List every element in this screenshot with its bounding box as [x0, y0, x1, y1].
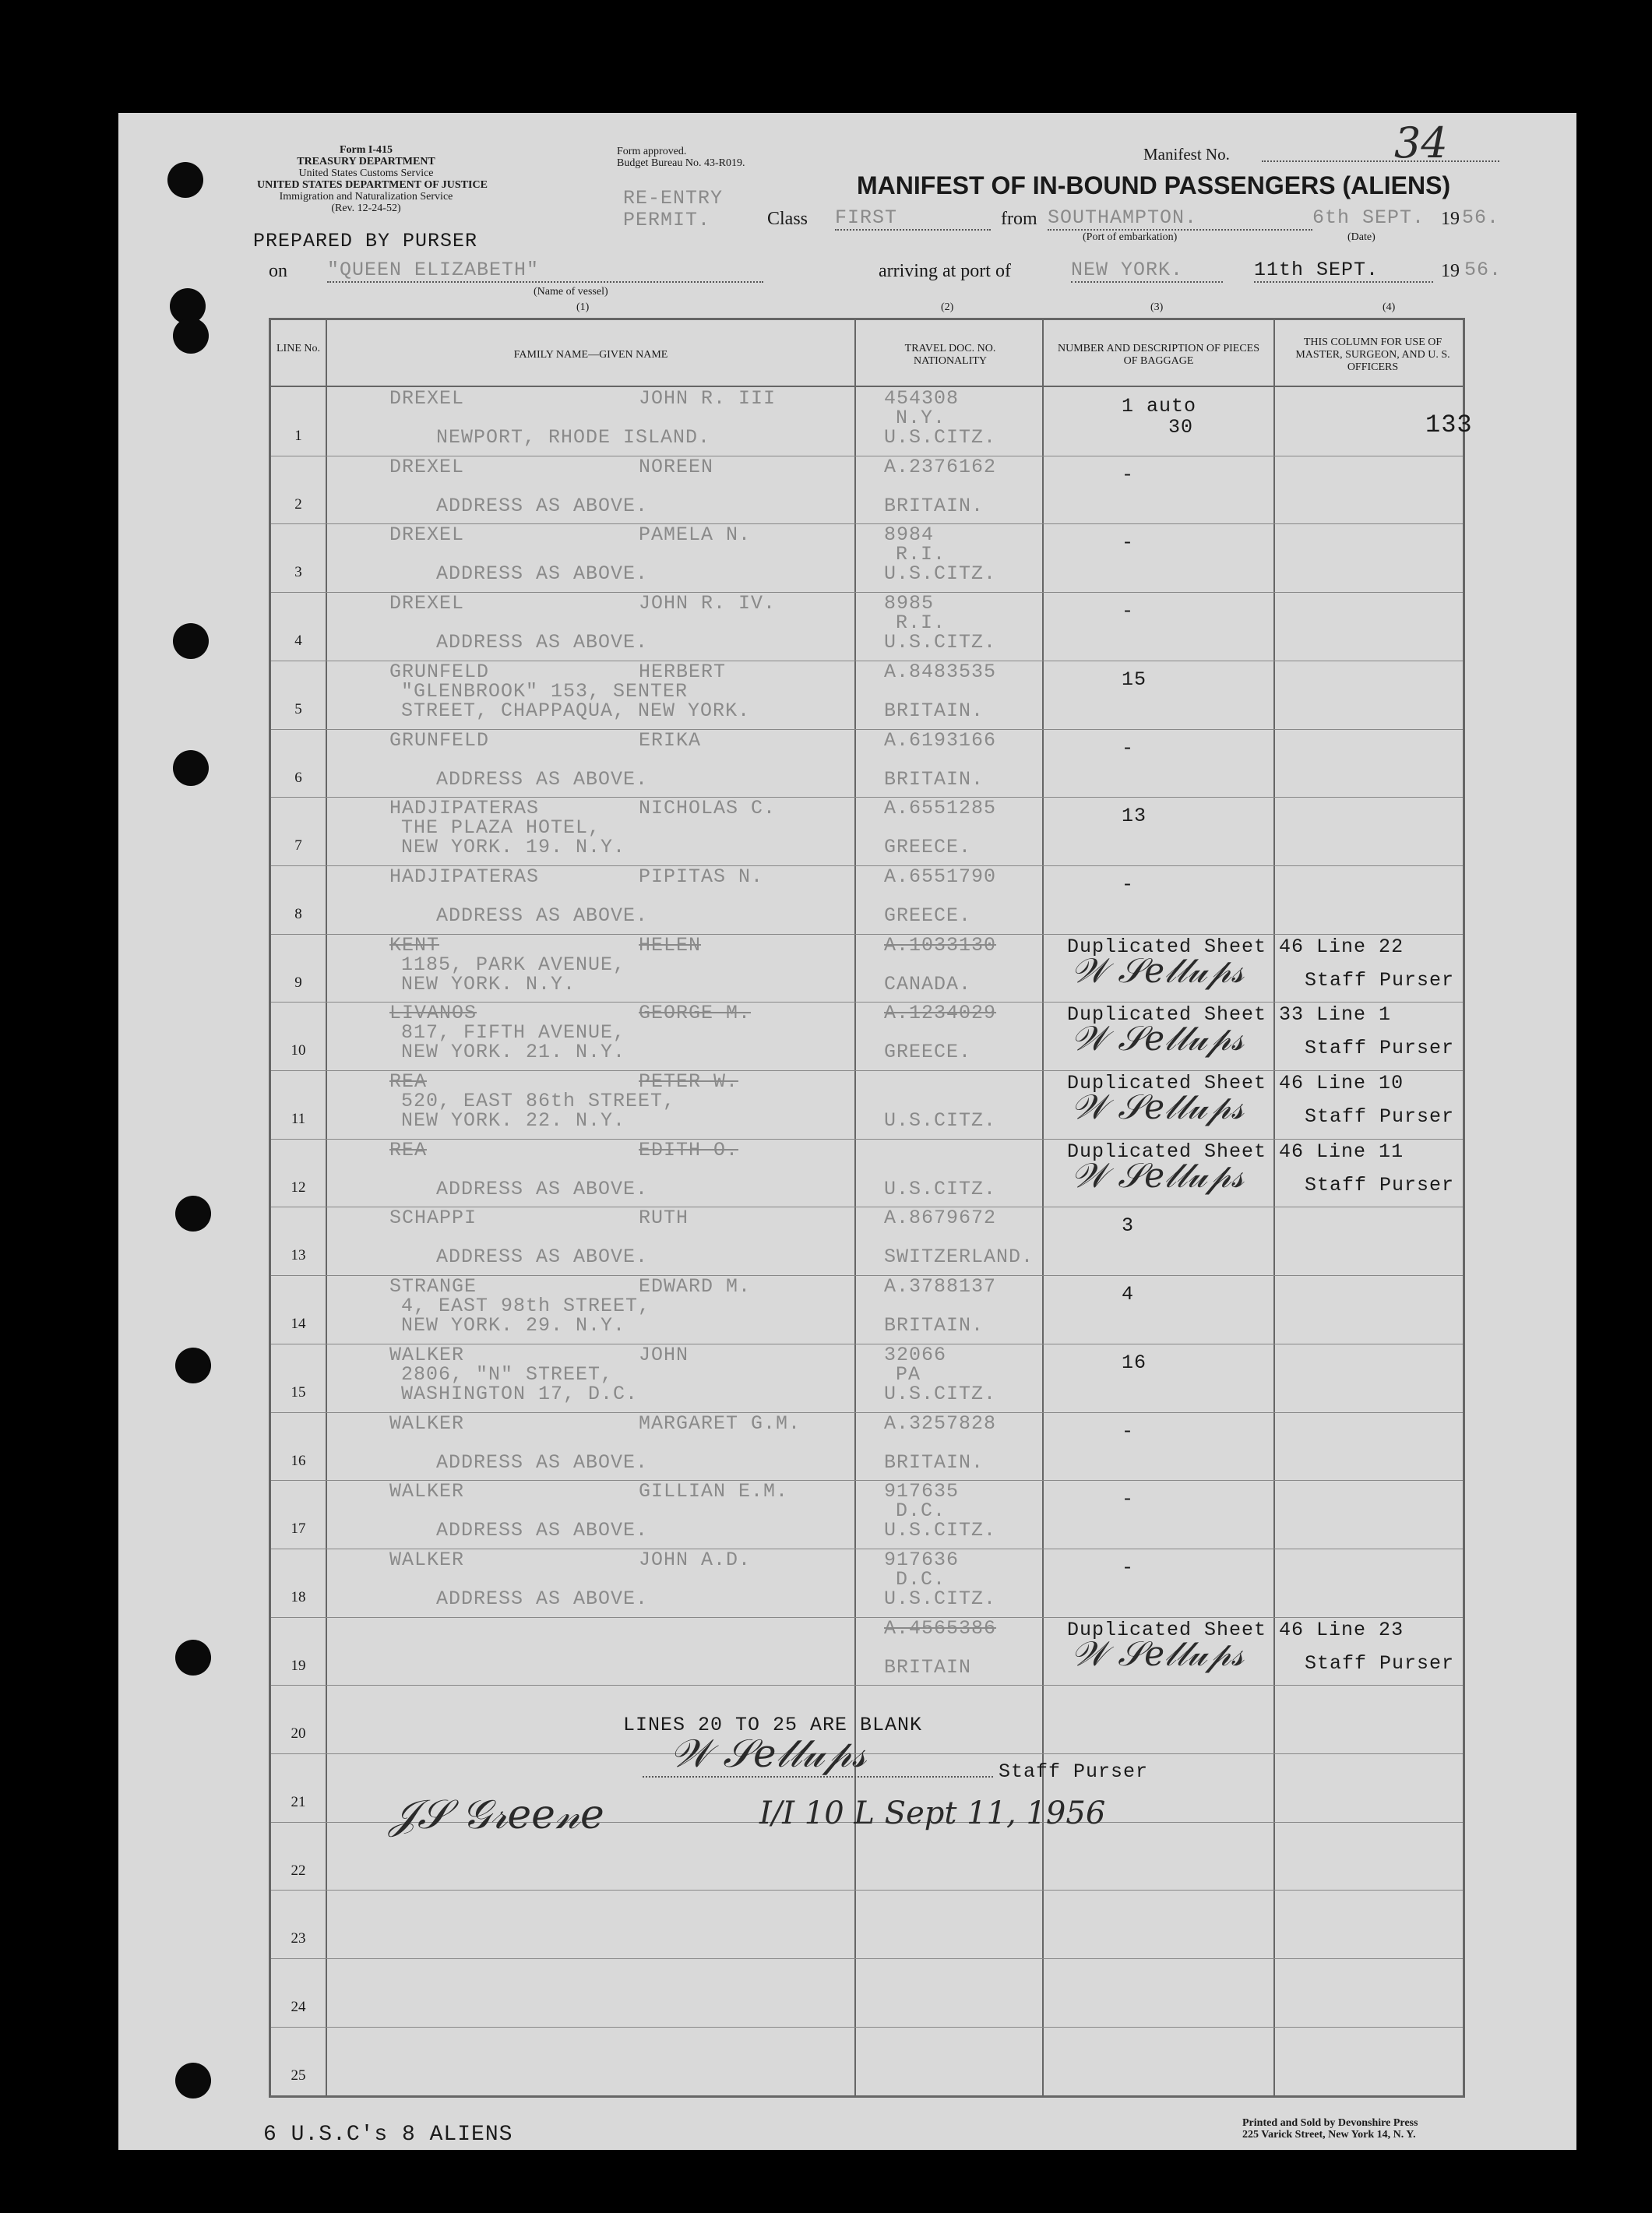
form-number: Form I-415 [339, 144, 393, 156]
form-ins: Immigration and Naturalization Service [279, 191, 453, 203]
header-officers: THIS COLUMN FOR USE OF MASTER, SURGEON, AND U. S. OFFICERS [1295, 337, 1450, 373]
family-name: WALKER [389, 1344, 465, 1366]
line-number: 9 [294, 974, 302, 991]
travel-doc-state: PA [896, 1363, 921, 1386]
address-line-2: STREET, CHAPPAQUA, NEW YORK. [401, 699, 751, 722]
manifest-title: MANIFEST OF IN-BOUND PASSENGERS (ALIENS) [857, 171, 1451, 199]
printer-line-2: 225 Varick Street, New York 14, N. Y. [1242, 2129, 1416, 2141]
line-number: 19 [291, 1658, 306, 1674]
travel-doc-number: A.3257828 [884, 1412, 997, 1435]
given-name: RUTH [639, 1207, 689, 1229]
col-caption-1: (1) [576, 301, 590, 313]
address-line-2: NEW YORK. 21. N.Y. [401, 1041, 626, 1063]
arrival-date: 11th SEPT. [1254, 259, 1433, 283]
row-divider [271, 1958, 1463, 1959]
vessel-name: "QUEEN ELIZABETH" [327, 259, 763, 283]
given-name: HERBERT [639, 661, 727, 683]
baggage-count: - [1122, 873, 1135, 896]
travel-doc-number: 32066 [884, 1344, 947, 1366]
baggage-count: - [1122, 463, 1135, 486]
form-dept: TREASURY DEPARTMENT [297, 156, 435, 167]
given-name: EDITH O. [639, 1139, 739, 1161]
nationality: GREECE. [884, 1041, 972, 1063]
line-number: 21 [291, 1794, 306, 1810]
row-divider [271, 1685, 1463, 1686]
line-number: 16 [291, 1453, 306, 1469]
row-divider [271, 934, 1463, 935]
vessel-caption: (Name of vessel) [534, 286, 608, 298]
col-caption-4: (4) [1383, 301, 1396, 313]
address-line-1: 1185, PARK AVENUE, [401, 953, 626, 976]
staff-purser-note: Staff Purser [1305, 1652, 1455, 1675]
staff-purser-note: Staff Purser [1305, 969, 1455, 992]
travel-doc-number: A.3788137 [884, 1275, 997, 1298]
address-line-1: ADDRESS AS ABOVE. [436, 904, 649, 927]
travel-doc-number: 917636 [884, 1549, 960, 1571]
address-line-1: "GLENBROOK" 153, SENTER [401, 680, 689, 703]
class-label: Class [767, 209, 808, 229]
line-number: 24 [291, 1999, 306, 2015]
given-name: JOHN R. III [639, 387, 777, 410]
header-travel-doc: TRAVEL DOC. NO. NATIONALITY [904, 343, 996, 367]
from-date: 6th SEPT. [1312, 206, 1425, 229]
purser-initials: 𝒲 𝒮𝑒𝓁𝓁𝓊𝓅𝓈 [1071, 951, 1244, 991]
header-baggage: NUMBER AND DESCRIPTION OF PIECES OF BAGGAGE [1057, 343, 1260, 367]
nationality: BRITAIN [884, 1656, 972, 1679]
row-divider [271, 1753, 1463, 1754]
family-name: DREXEL [389, 523, 465, 546]
duplicated-note: Duplicated Sheet 46 Line 22 [1067, 936, 1404, 958]
family-name: WALKER [389, 1549, 465, 1571]
address-line-2: NEW YORK. 29. N.Y. [401, 1314, 626, 1337]
inspector-note: I/I 10 L Sept 11, 1956 [759, 1795, 1106, 1831]
travel-doc-state: R.I. [896, 611, 946, 634]
baggage-count: 3 [1122, 1214, 1135, 1237]
family-name: SCHAPPI [389, 1207, 477, 1229]
col-caption-2: (2) [941, 301, 954, 313]
travel-doc-state: D.C. [896, 1568, 946, 1591]
form-rev: (Rev. 12-24-52) [331, 203, 401, 214]
manifest-no-line [1262, 160, 1499, 162]
line-number: 3 [294, 564, 302, 580]
given-name: MARGARET G.M. [639, 1412, 801, 1435]
baggage-count-2: 30 [1168, 416, 1194, 439]
nationality: U.S.CITZ. [884, 631, 997, 654]
address-line-1: ADDRESS AS ABOVE. [436, 495, 649, 517]
travel-doc-number: 454308 [884, 387, 960, 410]
date-caption: (Date) [1347, 231, 1375, 243]
nationality: SWITZERLAND. [884, 1246, 1034, 1268]
officer-note: 133 [1425, 411, 1473, 439]
address-line-1: ADDRESS AS ABOVE. [436, 1451, 649, 1474]
nationality: U.S.CITZ. [884, 1588, 997, 1610]
line-number: 1 [294, 428, 302, 444]
address-line-1: NEWPORT, RHODE ISLAND. [436, 426, 711, 449]
baggage-count: - [1122, 531, 1135, 554]
binder-hole [167, 162, 203, 198]
line-number: 23 [291, 1930, 306, 1947]
given-name: PETER W. [639, 1070, 739, 1093]
address-line-1: 817, FIFTH AVENUE, [401, 1021, 626, 1044]
class-value: FIRST [835, 206, 991, 231]
address-line-2: NEW YORK. 19. N.Y. [401, 836, 626, 858]
binder-hole [175, 1196, 211, 1232]
address-line-1: ADDRESS AS ABOVE. [436, 1178, 649, 1200]
purser-initials: 𝒲 𝒮𝑒𝓁𝓁𝓊𝓅𝓈 [1071, 1019, 1244, 1059]
row-divider [271, 1070, 1463, 1071]
binder-hole [173, 750, 209, 786]
line-number: 7 [294, 837, 302, 854]
travel-doc-number: A.6551285 [884, 797, 997, 819]
travel-doc-number: A.1234029 [884, 1002, 997, 1024]
line-number: 10 [291, 1042, 306, 1059]
baggage-count: 15 [1122, 668, 1147, 691]
prepared-by: PREPARED BY PURSER [253, 230, 478, 252]
arrival-port: NEW YORK. [1071, 259, 1223, 283]
travel-doc-number: A.6551790 [884, 865, 997, 888]
address-line-2: NEW YORK. 22. N.Y. [401, 1109, 626, 1132]
address-line-1: ADDRESS AS ABOVE. [436, 1519, 649, 1542]
nationality: U.S.CITZ. [884, 562, 997, 585]
arrival-year-prefix: 19 [1441, 261, 1460, 281]
manifest-number: 34 [1394, 118, 1448, 167]
printer-line-1: Printed and Sold by Devonshire Press [1242, 2117, 1418, 2129]
line-number: 20 [291, 1725, 306, 1742]
row-divider [271, 2027, 1463, 2028]
travel-doc-state: D.C. [896, 1499, 946, 1522]
purser-initials: 𝒲 𝒮𝑒𝓁𝓁𝓊𝓅𝓈 [1071, 1087, 1244, 1127]
duplicated-note: Duplicated Sheet 46 Line 23 [1067, 1619, 1404, 1641]
form-approval [617, 146, 745, 169]
form-service: United States Customs Service [298, 167, 434, 179]
address-line-2: WASHINGTON 17, D.C. [401, 1383, 639, 1405]
travel-doc-number: 917635 [884, 1480, 960, 1503]
header-line-no: LINE No. [277, 343, 320, 354]
purser-initials: 𝒲 𝒮𝑒𝓁𝓁𝓊𝓅𝓈 [1071, 1156, 1244, 1196]
address-line-1: ADDRESS AS ABOVE. [436, 1588, 649, 1610]
nationality: U.S.CITZ. [884, 1109, 997, 1132]
staff-purser-label: Staff Purser [999, 1760, 1149, 1783]
binder-hole [175, 1348, 211, 1383]
line-number: 15 [291, 1384, 306, 1401]
passenger-summary: 6 U.S.C's 8 ALIENS [263, 2123, 513, 2147]
form-doj: UNITED STATES DEPARTMENT OF JUSTICE [257, 179, 488, 191]
binder-hole [173, 318, 209, 354]
family-name: REA [389, 1070, 428, 1093]
family-name: GRUNFELD [389, 729, 490, 752]
baggage-count: 16 [1122, 1351, 1147, 1374]
line-number: 25 [291, 2067, 306, 2084]
address-line-2: NEW YORK. N.Y. [401, 973, 576, 995]
col-caption-3: (3) [1150, 301, 1164, 313]
nationality: GREECE. [884, 836, 972, 858]
travel-doc-state: R.I. [896, 543, 946, 566]
family-name: LIVANOS [389, 1002, 477, 1024]
nationality: BRITAIN. [884, 1314, 985, 1337]
nationality: U.S.CITZ. [884, 426, 997, 449]
family-name: WALKER [389, 1412, 465, 1435]
given-name: GILLIAN E.M. [639, 1480, 789, 1503]
given-name: ERIKA [639, 729, 702, 752]
baggage-count: - [1122, 600, 1135, 622]
blank-lines-note: LINES 20 TO 25 ARE BLANK [623, 1714, 923, 1736]
binder-hole [175, 1640, 211, 1676]
on-label: on [269, 261, 287, 281]
line-number: 5 [294, 701, 302, 717]
travel-doc-number: A.8483535 [884, 661, 997, 683]
address-line-1: 4, EAST 98th STREET, [401, 1295, 651, 1317]
nationality: BRITAIN. [884, 768, 985, 791]
travel-doc-number: A.6193166 [884, 729, 997, 752]
family-name: WALKER [389, 1480, 465, 1503]
address-line-1: ADDRESS AS ABOVE. [436, 631, 649, 654]
given-name: PIPITAS N. [639, 865, 764, 888]
address-line-1: ADDRESS AS ABOVE. [436, 768, 649, 791]
address-line-1: THE PLAZA HOTEL, [401, 816, 601, 839]
duplicated-note: Duplicated Sheet 46 Line 11 [1067, 1140, 1404, 1163]
row-divider [271, 1139, 1463, 1140]
family-name: DREXEL [389, 592, 465, 615]
travel-doc-number: 8985 [884, 592, 935, 615]
nationality: BRITAIN. [884, 1451, 985, 1474]
line-number: 18 [291, 1589, 306, 1605]
nationality: U.S.CITZ. [884, 1383, 997, 1405]
from-value: SOUTHAMPTON. [1048, 206, 1312, 231]
line-number: 22 [291, 1862, 306, 1879]
nationality: BRITAIN. [884, 699, 985, 722]
from-year: 56. [1462, 206, 1500, 229]
given-name: EDWARD M. [639, 1275, 752, 1298]
travel-doc-number: A.2376162 [884, 456, 997, 478]
nationality: BRITAIN. [884, 495, 985, 517]
given-name: HELEN [639, 934, 702, 957]
travel-doc-number: 8984 [884, 523, 935, 546]
family-name: KENT [389, 934, 440, 957]
line-number: 12 [291, 1179, 306, 1196]
arriving-label: arriving at port of [879, 261, 1011, 281]
purser-signature: 𝒲 𝒮𝑒𝓁𝓁𝓊𝓅𝓈 [670, 1731, 867, 1776]
nationality: U.S.CITZ. [884, 1178, 997, 1200]
line-number: 4 [294, 633, 302, 649]
line-number: 2 [294, 496, 302, 513]
line-number: 17 [291, 1521, 306, 1537]
travel-doc-state: N.Y. [896, 407, 946, 429]
family-name: DREXEL [389, 387, 465, 410]
duplicated-note: Duplicated Sheet 33 Line 1 [1067, 1003, 1392, 1026]
nationality: CANADA. [884, 973, 972, 995]
row-divider [271, 1890, 1463, 1891]
given-name: JOHN A.D. [639, 1549, 752, 1571]
binder-hole [175, 2063, 211, 2098]
inspector-signature: 𝒥𝒮 𝒢𝓇𝑒𝑒𝓃𝑒 [389, 1792, 604, 1838]
header-name: FAMILY NAME—GIVEN NAME [513, 349, 668, 361]
baggage-count: - [1122, 1488, 1135, 1510]
given-name: JOHN [639, 1344, 689, 1366]
permit-label: PERMIT. [623, 209, 711, 231]
family-name: GRUNFELD [389, 661, 490, 683]
binder-hole [173, 623, 209, 659]
duplicated-note: Duplicated Sheet 46 Line 10 [1067, 1072, 1404, 1094]
family-name: DREXEL [389, 456, 465, 478]
form-approved: Form approved. [617, 146, 687, 157]
arrival-year: 56. [1464, 259, 1502, 281]
from-label: from [1001, 209, 1037, 229]
nationality: GREECE. [884, 904, 972, 927]
from-year-prefix: 19 [1441, 209, 1460, 229]
given-name: NOREEN [639, 456, 714, 478]
given-name: JOHN R. IV. [639, 592, 777, 615]
printer-info [1242, 2117, 1418, 2141]
travel-doc-number: A.4565386 [884, 1617, 997, 1640]
line-number: 13 [291, 1247, 306, 1263]
reentry-label: RE-ENTRY [623, 187, 724, 210]
form-info [257, 144, 488, 214]
staff-purser-note: Staff Purser [1305, 1174, 1455, 1196]
baggage-count: - [1122, 1420, 1135, 1443]
line-number: 14 [291, 1316, 306, 1332]
address-line-1: 2806, "N" STREET, [401, 1363, 614, 1386]
given-name: GEORGE M. [639, 1002, 752, 1024]
baggage-count: - [1122, 737, 1135, 759]
manifest-label: Manifest No. [1143, 145, 1230, 164]
row-divider [271, 1617, 1463, 1618]
given-name: NICHOLAS C. [639, 797, 777, 819]
family-name: HADJIPATERAS [389, 865, 540, 888]
line-number: 11 [291, 1111, 306, 1127]
address-line-1: ADDRESS AS ABOVE. [436, 1246, 649, 1268]
line-number: 8 [294, 906, 302, 922]
line-number: 6 [294, 770, 302, 786]
port-embark-caption: (Port of embarkation) [1083, 231, 1178, 243]
staff-purser-note: Staff Purser [1305, 1105, 1455, 1128]
address-line-1: ADDRESS AS ABOVE. [436, 562, 649, 585]
baggage-count: 13 [1122, 805, 1147, 827]
form-budget: Budget Bureau No. 43-R019. [617, 157, 745, 169]
purser-initials: 𝒲 𝒮𝑒𝓁𝓁𝓊𝓅𝓈 [1071, 1634, 1244, 1674]
given-name: PAMELA N. [639, 523, 752, 546]
manifest-page [118, 113, 1576, 2150]
address-line-1: 520, EAST 86th STREET, [401, 1090, 676, 1112]
family-name: HADJIPATERAS [389, 797, 540, 819]
nationality: U.S.CITZ. [884, 1519, 997, 1542]
travel-doc-number: A.1033130 [884, 934, 997, 957]
family-name: STRANGE [389, 1275, 477, 1298]
baggage-count: 4 [1122, 1283, 1135, 1306]
travel-doc-number: A.8679672 [884, 1207, 997, 1229]
baggage-count: - [1122, 1556, 1135, 1579]
staff-purser-note: Staff Purser [1305, 1037, 1455, 1059]
baggage-count: 1 auto [1122, 395, 1197, 418]
family-name: REA [389, 1139, 428, 1161]
